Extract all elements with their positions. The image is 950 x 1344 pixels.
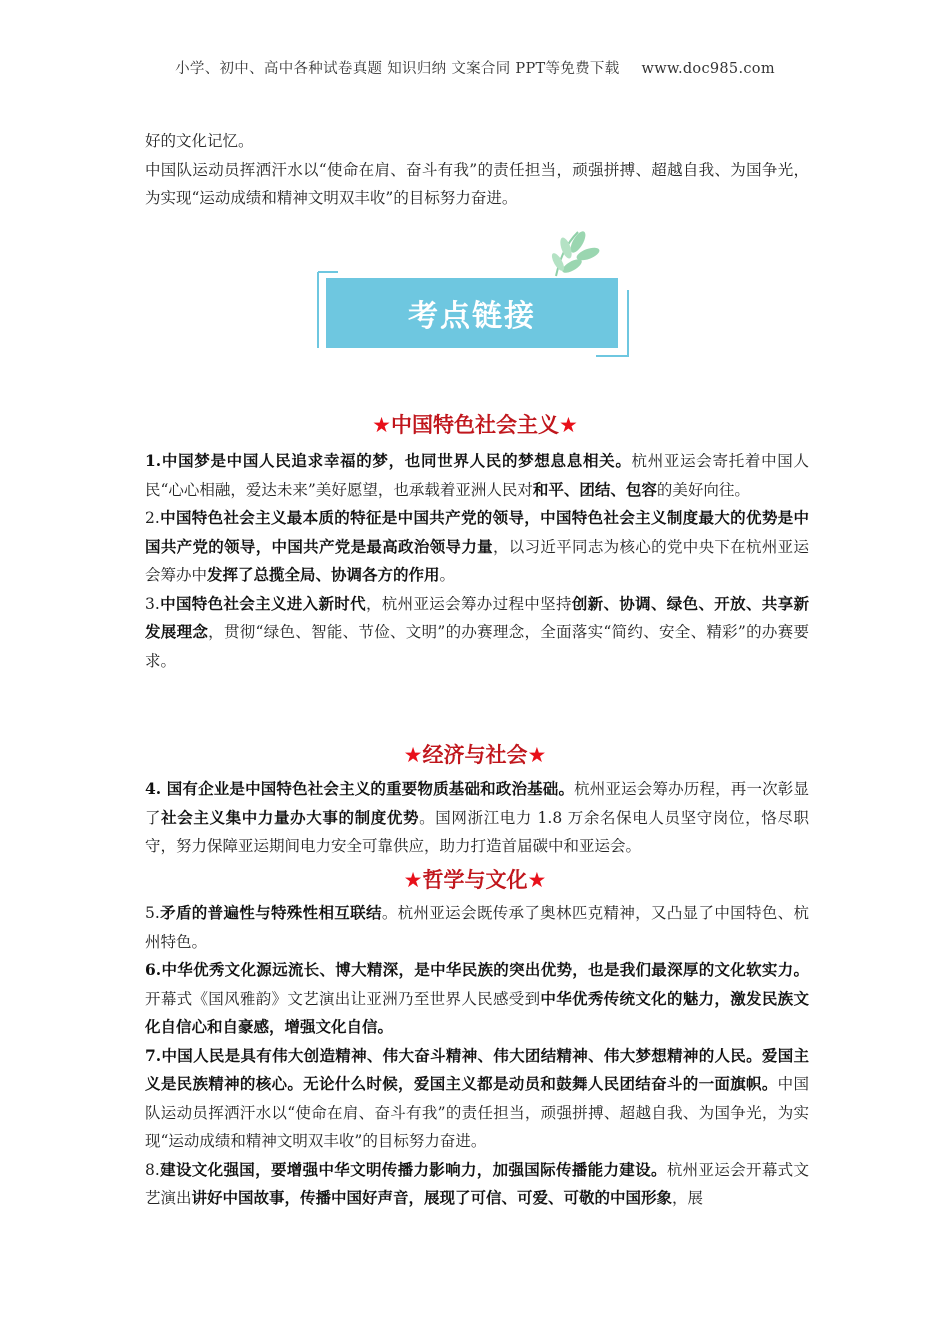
red-star-icon: ★ bbox=[527, 868, 547, 892]
red-star-icon: ★ bbox=[372, 413, 391, 437]
section-economy-items bbox=[145, 775, 809, 861]
list-item-1: 1.中国梦是中国人民追求幸福的梦，也同世界人民的梦想息息相关。杭州亚运会寄托着中国人民“心心相融，爱达未来”美好愿望，也承载着亚洲人民对和平、团结、包容的美好向往。 bbox=[145, 451, 809, 499]
header-text: 小学、初中、高中各种试卷真题 知识归纳 文案合同 PPT等免费下载 bbox=[175, 61, 620, 77]
red-star-icon: ★ bbox=[559, 413, 578, 437]
list-item-8: 8.建设文化强国，要增强中华文明传播力影响力，加强国际传播能力建设。杭州亚运会开幕式文艺演出讲好中国故事，传播中国好声音，展现了可信、可爱、可敬的中国形象，展 bbox=[145, 1159, 809, 1207]
list-item-7: 7.中国人民是具有伟大创造精神、伟大奋斗精神、伟大团结精神、伟大梦想精神的人民。爱国主义是民族精神的核心。无论什么时候，爱国主义都是动员和鼓舞人民团结奋斗的一面旗帜。中国队运动员挥洒汗水以“使命在肩、奋斗有我”的责任担当，顽强拼搏、超越自我、为国争光，为实现“运动成绩和精神文明双丰收”的目标努力奋进。 bbox=[145, 1045, 809, 1150]
intro-block bbox=[145, 127, 809, 213]
list-item-2: 2.中国特色社会主义最本质的特征是中国共产党的领导，中国特色社会主义制度最大的优势是中国共产党的领导，中国共产党是最高政治领导力量，以习近平同志为核心的党中央下在杭州亚运会筹办中发挥了总揽全局、协调各方的作用。 bbox=[145, 508, 809, 584]
exam-link-banner bbox=[316, 228, 631, 358]
section-socialism-items bbox=[145, 447, 809, 675]
list-item-4: 4. 国有企业是中国特色社会主义的重要物质基础和政治基础。杭州亚运会筹办历程，再一次彰显了社会主义集中力量办大事的制度优势。国网浙江电力 1.8 万余名保电人员坚守岗位，恪尽职守，努力保障亚运期间电力安全可靠供应，助力打造首届碳中和亚运会。 bbox=[145, 779, 809, 855]
list-item-3: 3.中国特色社会主义进入新时代，杭州亚运会筹办过程中坚持创新、协调、绿色、开放、共享新发展理念，贯彻“绿色、智能、节俭、文明”的办赛理念，全面落实“简约、安全、精彩”的办赛要求。 bbox=[145, 593, 809, 670]
list-item-5: 5.矛盾的普遍性与特殊性相互联结。杭州亚运会既传承了奥林匹克精神，又凸显了中国特色、杭州特色。 bbox=[145, 903, 809, 951]
section-title-economy: ★经济与社会★ bbox=[403, 743, 547, 767]
section-philosophy-items bbox=[145, 899, 809, 1213]
list-item-6: 6.中华优秀文化源远流长、博大精深，是中华民族的突出优势，也是我们最深厚的文化软实力。开幕式《国风雅韵》文艺演出让亚洲乃至世界人民感受到中华优秀传统文化的魅力，激发民族文化自信心和自豪感，增强文化自信。 bbox=[145, 960, 809, 1036]
leaf-sprig-icon bbox=[550, 229, 601, 276]
header-url[interactable]: www.doc985.com bbox=[641, 61, 775, 77]
red-star-icon: ★ bbox=[403, 743, 423, 767]
banner-title: 考点链接 bbox=[408, 299, 536, 334]
intro-paragraph-1: 好的文化记忆。 bbox=[145, 132, 254, 150]
section-title-socialism: ★中国特色社会主义★ bbox=[372, 413, 578, 437]
red-star-icon: ★ bbox=[527, 743, 547, 767]
page-header bbox=[0, 57, 950, 78]
intro-paragraph-2: 中国队运动员挥洒汗水以“使命在肩、奋斗有我”的责任担当，顽强拼搏、超越自我、为国争光，为实现“运动成绩和精神文明双丰收”的目标努力奋进。 bbox=[145, 160, 809, 207]
red-star-icon: ★ bbox=[403, 868, 423, 892]
section-title-philosophy: ★哲学与文化★ bbox=[403, 868, 547, 892]
